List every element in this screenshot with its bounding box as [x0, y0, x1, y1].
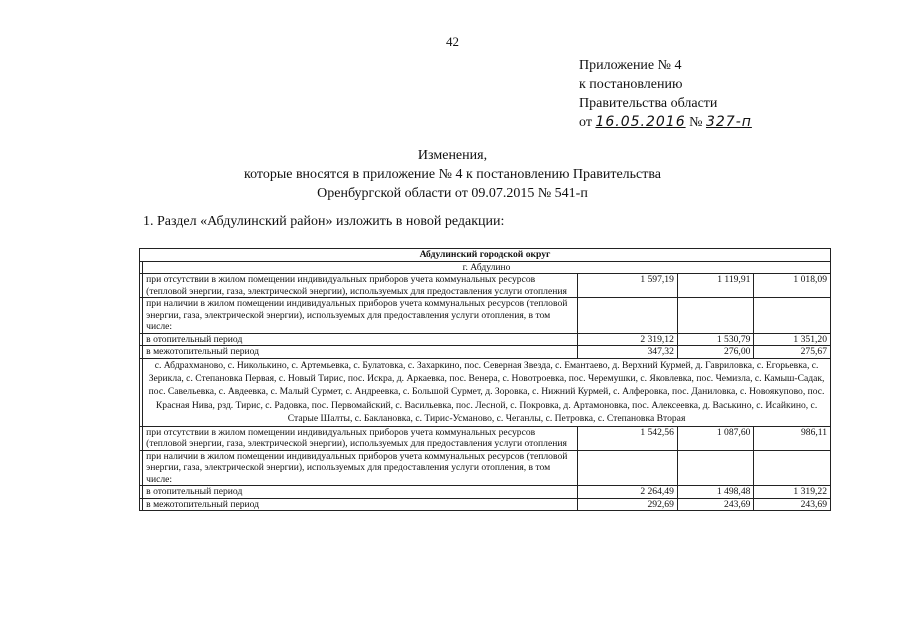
table-row	[140, 498, 831, 511]
row-value-1	[578, 450, 678, 486]
heading-line-1: Изменения,	[417, 148, 488, 163]
table-row	[140, 450, 831, 486]
row-value-2: 276,00	[677, 346, 754, 359]
tariff-table	[139, 248, 831, 511]
annex-number-prefix: №	[689, 115, 703, 130]
row-value-2	[677, 450, 754, 486]
section-title: 1. Раздел «Абдулинский район» изложить в новой редакции:	[143, 214, 505, 229]
row-value-2: 243,69	[677, 498, 754, 511]
table-row	[140, 486, 831, 499]
villages-list: с. Абдрахманово, с. Николькино, с. Артемьевка, с. Булатовка, с. Захаркино, пос. Северная Звезда, с. Емантаево, д. Верхний Курмей, д. Гавриловка, с. Егорьевка, с. Зерикла, с. Степановка Первая, с. Новый Тирис, пос. Искра, д. Аркаевка, пос. Венера, с. Новотроевка, пос. Черемушки, с. Яковлевка, пос. Чемизла, с. Камыш-Садак, пос. Савельевка, с. Авдеевка, с. Малый Сурмет, с. Андреевка, с. Большой Сурмет, д. Зоровка, с. Нижний Курмей, с. Алферовка, пос. Даниловка, с. Новоякупово, пос. Красная Нива, рзд. Тирис, с. Радовка, пос. Первомайский, с. Васильевка, пос. Лесной, с. Покровка, д. Артамоновка, пос. Алексеевка, д. Васькино, с. Исайкино, с. Старые Шалты, с. Баклановка, с. Тирис-Усманово, с. Чеганлы, с. Петровка, с. Степановка Вторая	[143, 358, 831, 426]
row-label: при наличии в жилом помещении индивидуальных приборов учета коммунальных ресурсов (тепловой энергии, газа, электрической энергии), используемых для предоставления услуги отопления, в том числе:	[143, 298, 578, 334]
row-value-1	[578, 298, 678, 334]
row-value-2: 1 087,60	[677, 426, 754, 450]
row-value-3: 1 319,22	[754, 486, 831, 499]
annex-line-1: Приложение № 4	[579, 58, 682, 73]
annex-line-4	[579, 113, 752, 132]
table-row	[140, 426, 831, 450]
row-label: в отопительный период	[143, 486, 578, 499]
handwritten-date: 16.05.2016	[595, 114, 686, 130]
annex-line-3: Правительства области	[579, 96, 718, 111]
row-value-1: 1 597,19	[578, 274, 678, 298]
row-label: в межотопительный период	[143, 346, 578, 359]
row-label: в межотопительный период	[143, 498, 578, 511]
table-row	[140, 333, 831, 346]
row-value-3: 1 351,20	[754, 333, 831, 346]
heading-line-2: которые вносятся в приложение № 4 к постановлению Правительства	[243, 167, 662, 182]
annex-line-2: к постановлению	[579, 77, 683, 92]
heading-line-3: Оренбургской области от 09.07.2015 № 541-п	[317, 186, 588, 201]
row-value-2	[677, 298, 754, 334]
row-value-3	[754, 450, 831, 486]
row-value-1: 2 319,12	[578, 333, 678, 346]
row-value-3: 275,67	[754, 346, 831, 359]
row-value-1: 2 264,49	[578, 486, 678, 499]
villages-row	[140, 358, 831, 426]
table-header-row	[140, 249, 831, 262]
row-value-2: 1 119,91	[677, 274, 754, 298]
handwritten-number: 327-п	[705, 114, 752, 130]
row-label: при наличии в жилом помещении индивидуальных приборов учета коммунальных ресурсов (тепловой энергии, газа, электрической энергии), используемых для предоставления услуги отопления, в том числе:	[143, 450, 578, 486]
page-number: 42	[446, 34, 459, 49]
row-value-3: 986,11	[754, 426, 831, 450]
row-label: в отопительный период	[143, 333, 578, 346]
row-value-2: 1 530,79	[677, 333, 754, 346]
table-subheader: г. Абдулино	[143, 261, 831, 274]
row-value-3: 1 018,09	[754, 274, 831, 298]
table-subheader-row	[140, 261, 831, 274]
row-value-1: 292,69	[578, 498, 678, 511]
table-row	[140, 298, 831, 334]
row-value-2: 1 498,48	[677, 486, 754, 499]
row-value-3: 243,69	[754, 498, 831, 511]
row-value-3	[754, 298, 831, 334]
row-label: при отсутствии в жилом помещении индивидуальных приборов учета коммунальных ресурсов (тепловой энергии, газа, электрической энергии), используемых для предоставления услуги отопления	[143, 426, 578, 450]
table-row	[140, 346, 831, 359]
table-row	[140, 274, 831, 298]
row-label: при отсутствии в жилом помещении индивидуальных приборов учета коммунальных ресурсов (тепловой энергии, газа, электрической энергии), используемых для предоставления услуги отопления	[143, 274, 578, 298]
annex-date-prefix: от	[579, 115, 592, 130]
row-value-1: 347,32	[578, 346, 678, 359]
table-header: Абдулинский городской округ	[140, 249, 831, 262]
row-value-1: 1 542,56	[578, 426, 678, 450]
document-heading	[0, 146, 905, 203]
annex-block	[579, 56, 752, 132]
